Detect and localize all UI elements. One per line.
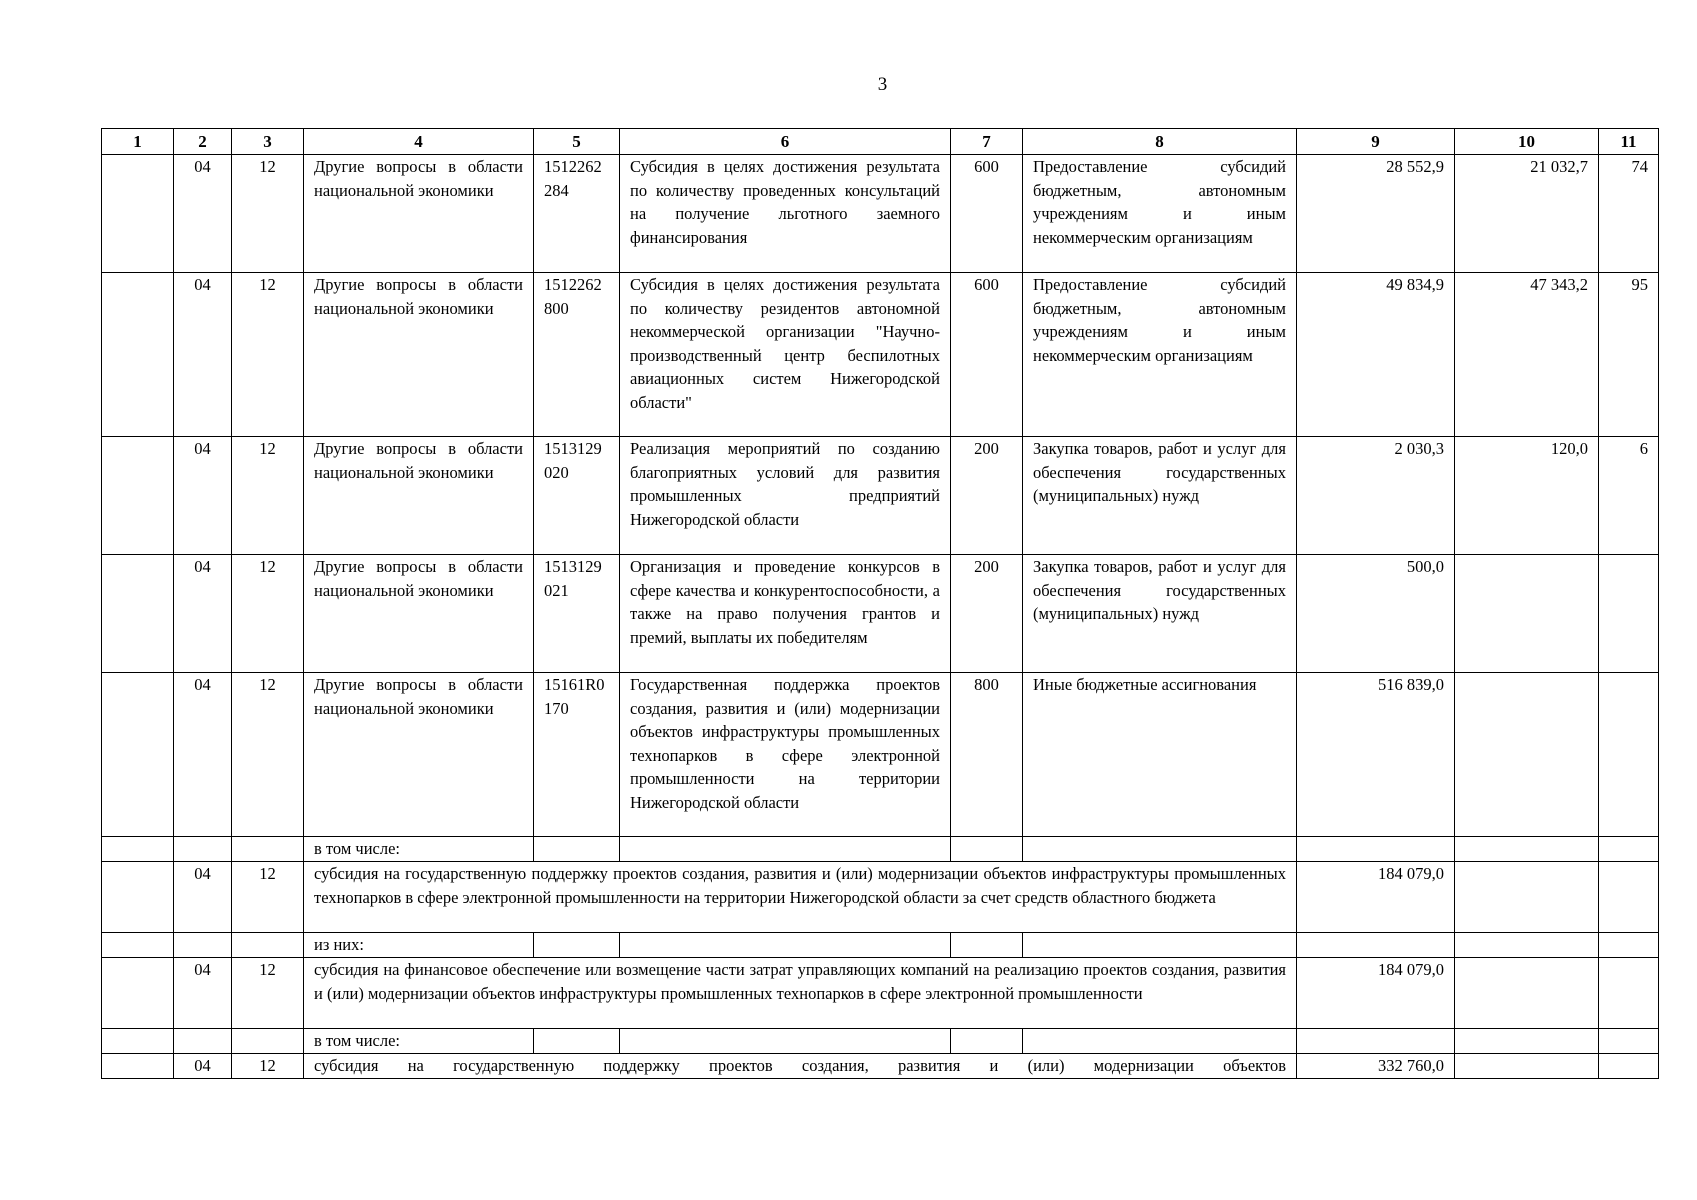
cell-subsection: 12 xyxy=(232,673,304,837)
cell-section: 04 xyxy=(174,437,232,555)
cell-expense-type: 600 xyxy=(951,273,1023,437)
cell-expense-type: 800 xyxy=(951,673,1023,837)
column-header: 9 xyxy=(1297,129,1455,155)
cell-expense-name: Предоставление субсидий бюджетным, автономным учреждениям и иным некоммерческим организациям xyxy=(1023,155,1297,273)
cell-amount: 184 079,0 xyxy=(1297,862,1455,933)
cell-expense-name: Закупка товаров, работ и услуг для обеспечения государственных (муниципальных) нужд xyxy=(1023,437,1297,555)
subheader-label: из них: xyxy=(304,933,534,958)
cell-section-name: Другие вопросы в области национальной экономики xyxy=(304,437,534,555)
cell-subsection: 12 xyxy=(232,958,304,1029)
table-row xyxy=(102,673,1659,837)
cell-description: Субсидия в целях достижения результата по количеству резидентов автономной некоммерческой организации "Научно-производственный центр беспилотных авиационных систем Нижегородской области" xyxy=(620,273,951,437)
column-header: 2 xyxy=(174,129,232,155)
cell-section: 04 xyxy=(174,673,232,837)
table-row xyxy=(102,555,1659,673)
cell-section-name: Другие вопросы в области национальной экономики xyxy=(304,155,534,273)
cell-target-code: 1513129020 xyxy=(534,437,620,555)
cell-col1 xyxy=(102,437,174,555)
subheader-row xyxy=(102,933,1659,958)
cell-subsection: 12 xyxy=(232,862,304,933)
cell-description: Государственная поддержка проектов создания, развития и (или) модернизации объектов инфраструктуры промышленных технопарков в сфере электронной промышленности на территории Нижегородской области xyxy=(620,673,951,837)
column-header: 11 xyxy=(1599,129,1659,155)
cell-section: 04 xyxy=(174,555,232,673)
cell-percent: 95 xyxy=(1599,273,1659,437)
cell-target-code: 1512262800 xyxy=(534,273,620,437)
cell-section: 04 xyxy=(174,155,232,273)
subheader-row xyxy=(102,837,1659,862)
subheader-row xyxy=(102,1029,1659,1054)
cell-amount: 28 552,9 xyxy=(1297,155,1455,273)
cell-expense-name: Закупка товаров, работ и услуг для обеспечения государственных (муниципальных) нужд xyxy=(1023,555,1297,673)
column-header: 7 xyxy=(951,129,1023,155)
cell-amount: 516 839,0 xyxy=(1297,673,1455,837)
budget-table xyxy=(101,128,1659,1079)
cell-subsection: 12 xyxy=(232,555,304,673)
cell-percent xyxy=(1599,555,1659,673)
cell-wide-description: субсидия на государственную поддержку проектов создания, развития и (или) модернизации объектов xyxy=(304,1054,1297,1079)
table-row xyxy=(102,862,1659,933)
column-header: 5 xyxy=(534,129,620,155)
cell-col1 xyxy=(102,155,174,273)
cell-amount: 2 030,3 xyxy=(1297,437,1455,555)
cell-percent: 74 xyxy=(1599,155,1659,273)
column-header: 1 xyxy=(102,129,174,155)
table-row xyxy=(102,1054,1659,1079)
cell-expense-type: 200 xyxy=(951,437,1023,555)
cell-amount: 184 079,0 xyxy=(1297,958,1455,1029)
column-header: 6 xyxy=(620,129,951,155)
cell-subsection: 12 xyxy=(232,155,304,273)
cell-target-code: 1513129021 xyxy=(534,555,620,673)
cell-executed: 47 343,2 xyxy=(1455,273,1599,437)
table-row xyxy=(102,958,1659,1029)
cell-expense-type: 200 xyxy=(951,555,1023,673)
cell-amount: 332 760,0 xyxy=(1297,1054,1455,1079)
cell-executed xyxy=(1455,673,1599,837)
cell-expense-name: Иные бюджетные ассигнования xyxy=(1023,673,1297,837)
column-header: 4 xyxy=(304,129,534,155)
page-number: 3 xyxy=(877,74,888,95)
cell-col1 xyxy=(102,673,174,837)
cell-description: Субсидия в целях достижения результата по количеству проведенных консультаций на получение льготного заемного финансирования xyxy=(620,155,951,273)
cell-subsection: 12 xyxy=(232,273,304,437)
cell-section-name: Другие вопросы в области национальной экономики xyxy=(304,673,534,837)
cell-subsection: 12 xyxy=(232,437,304,555)
subheader-label: в том числе: xyxy=(304,837,534,862)
cell-expense-name: Предоставление субсидий бюджетным, автономным учреждениям и иным некоммерческим организациям xyxy=(1023,273,1297,437)
cell-col1 xyxy=(102,273,174,437)
cell-executed: 120,0 xyxy=(1455,437,1599,555)
cell-description: Реализация мероприятий по созданию благоприятных условий для развития промышленных предприятий Нижегородской области xyxy=(620,437,951,555)
cell-section: 04 xyxy=(174,958,232,1029)
cell-percent: 6 xyxy=(1599,437,1659,555)
table-row xyxy=(102,437,1659,555)
cell-target-code: 1512262284 xyxy=(534,155,620,273)
subheader-label: в том числе: xyxy=(304,1029,534,1054)
cell-section: 04 xyxy=(174,1054,232,1079)
header-row xyxy=(102,129,1659,155)
cell-section: 04 xyxy=(174,273,232,437)
table-row xyxy=(102,155,1659,273)
cell-amount: 500,0 xyxy=(1297,555,1455,673)
cell-subsection: 12 xyxy=(232,1054,304,1079)
column-header: 10 xyxy=(1455,129,1599,155)
cell-wide-description: субсидия на финансовое обеспечение или возмещение части затрат управляющих компаний на реализацию проектов создания, развития и (или) модернизации объектов инфраструктуры промышленных технопарков в сфере электронной промышленности xyxy=(304,958,1297,1029)
column-header: 3 xyxy=(232,129,304,155)
cell-executed xyxy=(1455,555,1599,673)
cell-section-name: Другие вопросы в области национальной экономики xyxy=(304,555,534,673)
cell-wide-description: субсидия на государственную поддержку проектов создания, развития и (или) модернизации объектов инфраструктуры промышленных технопарков в сфере электронной промышленности на территории Нижегородской области за счет средств областного бюджета xyxy=(304,862,1297,933)
cell-amount: 49 834,9 xyxy=(1297,273,1455,437)
cell-description: Организация и проведение конкурсов в сфере качества и конкурентоспособности, а также на право получения грантов и премий, выплаты их победителям xyxy=(620,555,951,673)
cell-col1 xyxy=(102,555,174,673)
cell-percent xyxy=(1599,673,1659,837)
table-row xyxy=(102,273,1659,437)
cell-executed: 21 032,7 xyxy=(1455,155,1599,273)
cell-target-code: 15161R0170 xyxy=(534,673,620,837)
cell-expense-type: 600 xyxy=(951,155,1023,273)
column-header: 8 xyxy=(1023,129,1297,155)
cell-section-name: Другие вопросы в области национальной экономики xyxy=(304,273,534,437)
cell-section: 04 xyxy=(174,862,232,933)
